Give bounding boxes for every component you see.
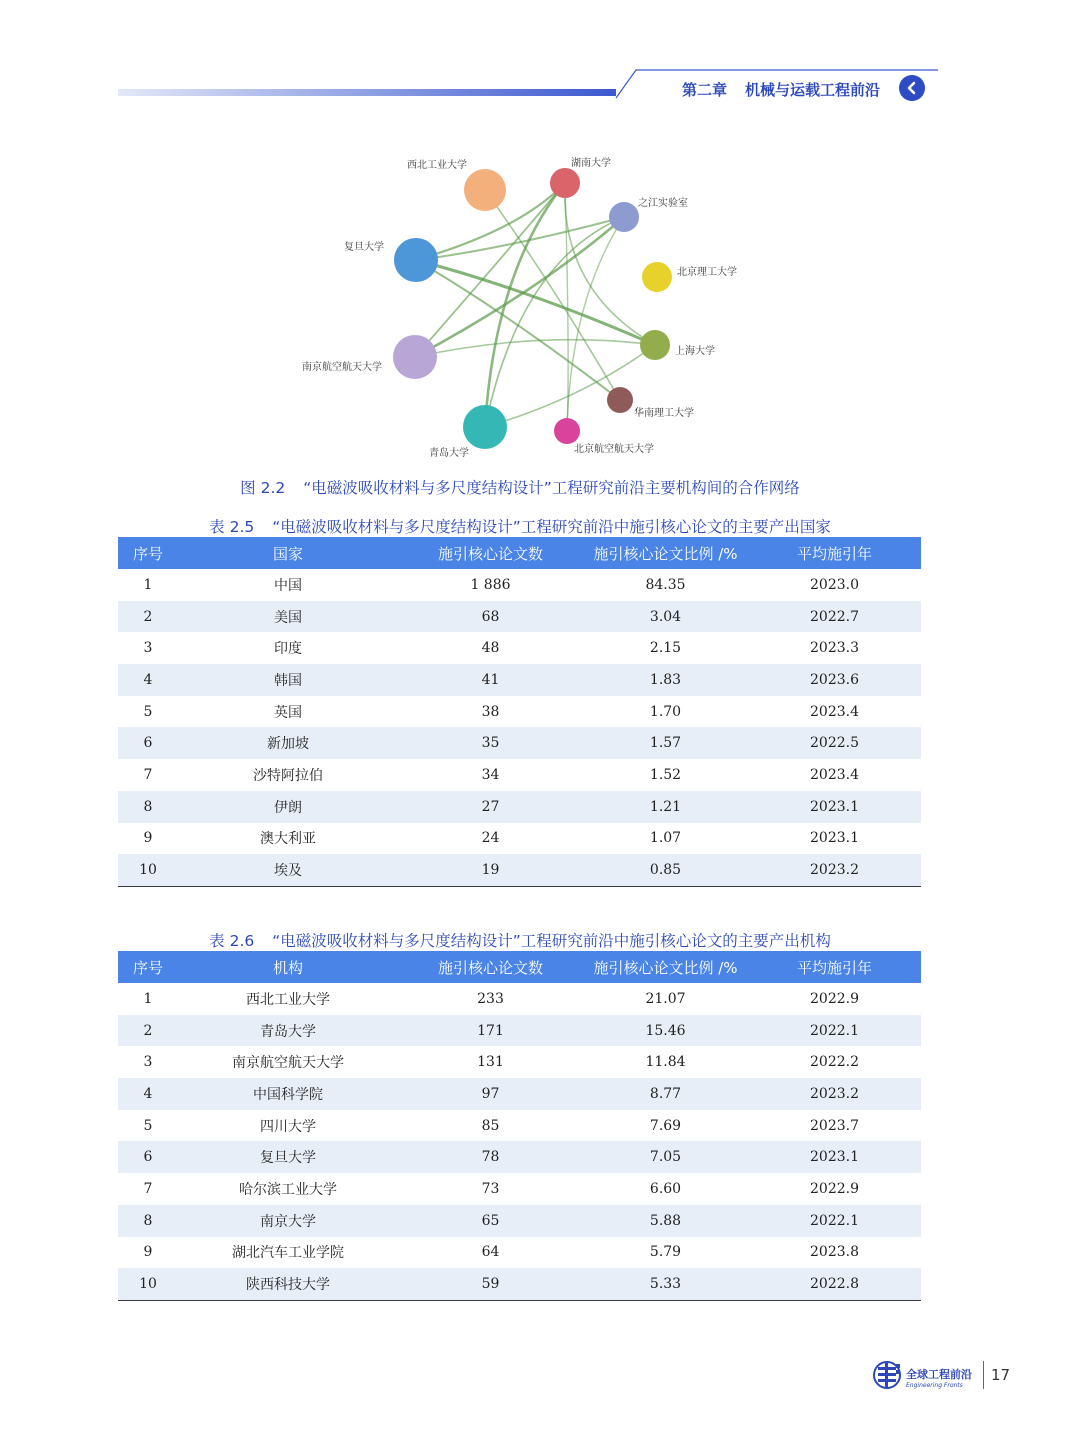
- table-cell: 西北工业大学: [246, 991, 330, 1008]
- table-cell: 41: [398, 664, 583, 696]
- network-node-shu: [640, 330, 670, 360]
- table-cell: 73: [481, 1180, 500, 1197]
- table-row: [118, 727, 921, 759]
- column-header: 平均施引年: [748, 537, 921, 569]
- table-cell: 中国: [274, 577, 302, 594]
- chapter-number: 第二章: [682, 80, 728, 99]
- table-cell: 5: [143, 1117, 153, 1134]
- table-cell: 65: [398, 1205, 583, 1237]
- table-cell: 5.79: [649, 1244, 682, 1261]
- table-row: [118, 1110, 921, 1142]
- network-node-buaa: [554, 418, 580, 444]
- table-row: [118, 1141, 921, 1173]
- table-cell: 7.69: [649, 1117, 682, 1134]
- table-cell: 英国: [274, 704, 302, 721]
- table-cell: 8: [118, 1205, 178, 1237]
- footer-logo-cn: 全球工程前沿: [906, 1368, 972, 1381]
- table-cell: 沙特阿拉伯: [253, 767, 323, 784]
- table-cell: 8: [118, 791, 178, 823]
- column-header: 施引核心论文数: [398, 951, 583, 983]
- table-row: [118, 1268, 921, 1300]
- table-cell: 2022.2: [810, 1054, 859, 1071]
- table-cell: 78: [398, 1141, 583, 1173]
- network-node-label: 华南理工大学: [634, 408, 694, 419]
- table-cell: 84.35: [645, 576, 686, 593]
- table-cell: 131: [477, 1054, 504, 1071]
- table-cell: 38: [481, 703, 500, 720]
- table-cell: 2022.1: [748, 1205, 921, 1237]
- table-cell: 哈尔滨工业大学: [239, 1181, 337, 1198]
- table-row: [118, 601, 921, 633]
- back-chevron-button[interactable]: [899, 75, 925, 101]
- network-node-label: 复旦大学: [344, 242, 384, 253]
- footer-logo-en: Engineering Fronts: [906, 1382, 963, 1389]
- table-cell: 复旦大学: [178, 1141, 398, 1173]
- table-cell: 15.46: [583, 1015, 748, 1047]
- table-cell: 2023.1: [748, 1141, 921, 1173]
- table-cell: 59: [398, 1268, 583, 1300]
- network-labels: [302, 156, 737, 459]
- column-header: 国家: [178, 537, 398, 569]
- countries-table: [118, 537, 921, 887]
- table-cell: 6: [118, 1141, 178, 1173]
- network-node-label: 西北工业大学: [407, 160, 467, 171]
- table-cell: 11.84: [645, 1054, 686, 1071]
- network-node-label: 之江实验室: [638, 198, 688, 209]
- table-cell: 2023.6: [748, 664, 921, 696]
- network-node-label: 上海大学: [675, 346, 715, 357]
- table-cell: 34: [481, 766, 500, 783]
- footer-divider: [983, 1361, 984, 1389]
- table-cell: 21.07: [645, 990, 686, 1007]
- table-header-row: [118, 951, 921, 983]
- network-node-scut: [607, 387, 633, 413]
- table-cell: 5.33: [583, 1268, 748, 1300]
- table1-caption-text: “电磁波吸收材料与多尺度结构设计”工程研究前沿中施引核心论文的主要产出国家: [272, 518, 831, 536]
- table-cell: 1.52: [649, 766, 682, 783]
- network-node-label: 北京理工大学: [677, 267, 737, 278]
- column-header: 序号: [118, 537, 178, 569]
- table-cell: 2022.8: [748, 1268, 921, 1300]
- table-cell: 233: [477, 990, 504, 1007]
- network-node-bit: [642, 262, 672, 292]
- table-cell: 印度: [274, 641, 302, 658]
- page-number: 17: [991, 1366, 1011, 1384]
- table-cell: 湖北汽车工业学院: [232, 1245, 344, 1262]
- network-node-nuaa: [393, 335, 437, 379]
- network-node-label: 青岛大学: [429, 448, 469, 459]
- column-header: 序号: [118, 951, 178, 983]
- table-cell: 1.70: [649, 703, 682, 720]
- table-cell: 3: [143, 1054, 153, 1071]
- table-row: [118, 759, 921, 791]
- table-cell: 1.21: [583, 791, 748, 823]
- table1-caption: [0, 515, 1040, 537]
- table-cell: 5.88: [583, 1205, 748, 1237]
- table-cell: 1: [143, 576, 153, 593]
- table-cell: 1: [143, 990, 153, 1007]
- figure-caption: [0, 476, 1040, 498]
- table-row: [118, 696, 921, 728]
- table-cell: 2022.9: [810, 1180, 859, 1197]
- table-cell: 4: [118, 664, 178, 696]
- table2-number: 表 2.6: [209, 932, 255, 950]
- table-row: [118, 1015, 921, 1047]
- table-cell: 19: [398, 854, 583, 886]
- table-cell: 85: [481, 1117, 500, 1134]
- table-cell: 7: [143, 766, 153, 783]
- chevron-left-icon: [905, 81, 919, 95]
- table-cell: 伊朗: [178, 791, 398, 823]
- figure-number: 图 2.2: [240, 479, 286, 497]
- table-cell: 2022.9: [810, 990, 859, 1007]
- column-header: 施引核心论文数: [398, 537, 583, 569]
- network-node-fdu: [394, 238, 438, 282]
- table-cell: 0.85: [583, 854, 748, 886]
- table-cell: 新加坡: [178, 727, 398, 759]
- table-row: [118, 823, 921, 855]
- network-node-label: 南京航空航天大学: [302, 362, 382, 373]
- network-node-nwpu: [464, 169, 506, 211]
- collaboration-network-graph: [280, 140, 800, 470]
- table-cell: 2022.7: [748, 601, 921, 633]
- table-cell: 3.04: [583, 601, 748, 633]
- table-cell: 2022.1: [748, 1015, 921, 1047]
- table-cell: 10: [118, 1268, 178, 1300]
- table2-caption: [0, 929, 1040, 951]
- table-cell: 1.83: [583, 664, 748, 696]
- table-row: [118, 983, 921, 1015]
- table-cell: 2: [118, 1015, 178, 1047]
- column-header: 平均施引年: [748, 951, 921, 983]
- table-cell: 美国: [178, 601, 398, 633]
- table-cell: 2023.4: [810, 703, 859, 720]
- table-cell: 6.60: [649, 1180, 682, 1197]
- table-row: [118, 632, 921, 664]
- table-cell: 南京航空航天大学: [232, 1055, 344, 1072]
- table-cell: 2023.7: [810, 1117, 859, 1134]
- table-cell: 2023.0: [810, 576, 859, 593]
- table-cell: 1 886: [470, 576, 511, 593]
- table-cell: 5: [143, 703, 153, 720]
- column-header: 施引核心论文比例 /%: [583, 951, 748, 983]
- figure-caption-text: “电磁波吸收材料与多尺度结构设计”工程研究前沿主要机构间的合作网络: [303, 479, 800, 497]
- table-cell: 埃及: [178, 854, 398, 886]
- chapter-header: [682, 78, 880, 100]
- table-cell: 68: [398, 601, 583, 633]
- table-cell: 2023.4: [810, 766, 859, 783]
- table-cell: 8.77: [583, 1078, 748, 1110]
- table-row: [118, 1173, 921, 1205]
- table-row: [118, 1237, 921, 1269]
- table-cell: 35: [398, 727, 583, 759]
- table-cell: 3: [143, 640, 153, 657]
- table-cell: 7: [143, 1180, 153, 1197]
- network-node-label: 北京航空航天大学: [574, 444, 654, 455]
- table-cell: 2023.2: [748, 1078, 921, 1110]
- table-cell: 韩国: [178, 664, 398, 696]
- table-row: [118, 1205, 921, 1237]
- table-cell: 9: [143, 1244, 153, 1261]
- network-node-hnu: [550, 168, 580, 198]
- table2-caption-text: “电磁波吸收材料与多尺度结构设计”工程研究前沿中施引核心论文的主要产出机构: [272, 932, 831, 950]
- network-node-label: 湖南大学: [571, 158, 611, 169]
- network-node-qdu: [463, 405, 507, 449]
- table-row: [118, 1046, 921, 1078]
- table-cell: 2023.2: [748, 854, 921, 886]
- table-row: [118, 854, 921, 886]
- table-cell: 24: [481, 830, 500, 847]
- table-cell: 64: [481, 1244, 500, 1261]
- table-cell: 9: [143, 830, 153, 847]
- table-cell: 2023.1: [748, 791, 921, 823]
- table-cell: 2022.5: [748, 727, 921, 759]
- table-cell: 10: [118, 854, 178, 886]
- table1-number: 表 2.5: [209, 518, 255, 536]
- table-cell: 171: [398, 1015, 583, 1047]
- table-cell: 97: [398, 1078, 583, 1110]
- table-cell: 2023.3: [810, 640, 859, 657]
- network-node-zj: [609, 202, 639, 232]
- table-cell: 2.15: [649, 640, 682, 657]
- table-cell: 南京大学: [178, 1205, 398, 1237]
- table-row: [118, 569, 921, 601]
- table-row: [118, 1078, 921, 1110]
- table-header-row: [118, 537, 921, 569]
- table-cell: 澳大利亚: [260, 831, 316, 848]
- table-cell: 1.07: [649, 830, 682, 847]
- table-cell: 中国科学院: [178, 1078, 398, 1110]
- column-header: 机构: [178, 951, 398, 983]
- table-cell: 7.05: [583, 1141, 748, 1173]
- table-cell: 2023.8: [810, 1244, 859, 1261]
- table-cell: 四川大学: [260, 1118, 316, 1135]
- institutions-table: [118, 951, 921, 1301]
- table-cell: 6: [118, 727, 178, 759]
- table-row: [118, 664, 921, 696]
- table-cell: 48: [481, 640, 500, 657]
- table-cell: 4: [118, 1078, 178, 1110]
- table-cell: 青岛大学: [178, 1015, 398, 1047]
- chapter-title: 机械与运载工程前沿: [745, 80, 881, 99]
- column-header: 施引核心论文比例 /%: [583, 537, 748, 569]
- table-cell: 1.57: [583, 727, 748, 759]
- table-cell: 陕西科技大学: [178, 1268, 398, 1300]
- table-cell: 2023.1: [810, 830, 859, 847]
- table-row: [118, 791, 921, 823]
- table-cell: 2: [118, 601, 178, 633]
- table-cell: 27: [398, 791, 583, 823]
